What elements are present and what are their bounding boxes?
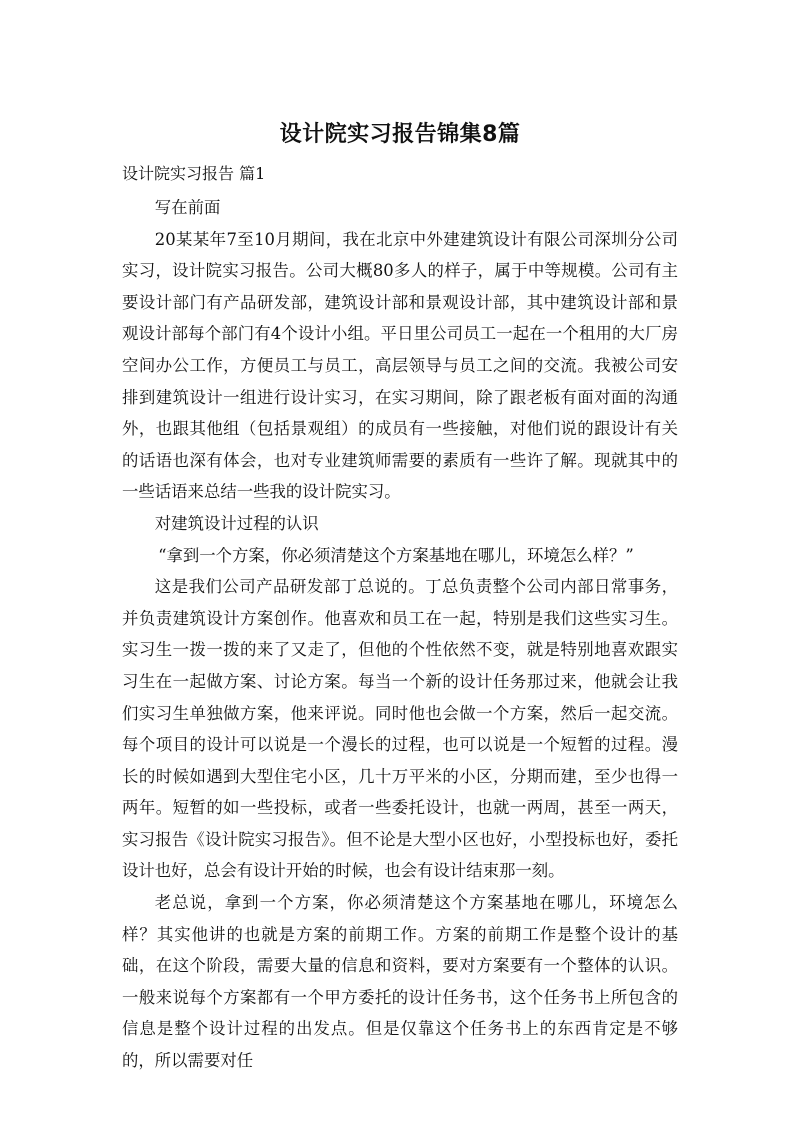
paragraph-body: 这是我们公司产品研发部丁总说的。丁总负责整个公司内部日常事务，并负责建筑设计方案创作。他喜欢和员工在一起，特别是我们这些实习生。实习生一拨一拨的来了又走了，但他的个性依然不变，就是特别地喜欢跟实习生在一起做方案、讨论方案。每当一个新的设计任务那过来，他就会让我们实习生单独做方案，他来评说。同时他也会做一个方案，然后一起交流。每个项目的设计可以说是一个漫长的过程，也可以说是一个短暂的过程。漫长的时候如遇到大型住宅小区，几十万平米的小区，分期而建，至少也得一两年。短暂的如一些投标，或者一些委托设计，也就一两周，甚至一两天，实习报告《设计院实习报告》。但不论是大型小区也好，小型投标也好，委托设计也好，总会有设计开始的时候，也会有设计结束那一刻。: [122, 577, 678, 881]
paragraph-quote: “拿到一个方案，你必须清楚这个方案基地在哪儿，环境怎么样？”: [158, 545, 634, 565]
document-title: 设计院实习报告锦集8篇: [279, 122, 521, 147]
paragraph-section-heading: 对建筑设计过程的认识: [154, 513, 319, 533]
section-heading: 设计院实习报告 篇1: [122, 164, 266, 183]
paragraph-intro: 20某某年7至10月期间，我在北京中外建建筑设计有限公司深圳分公司实习，设计院实习报告。公司大概80多人的样子，属于中等规模。公司有主要设计部门有产品研发部，建筑设计部和景观设计部，其中建筑设计部和景观设计部每个部门有4个设计小组。平日里公司员工一起在一个租用的大厂房空间办公工作，方便员工与员工，高层领导与员工之间的交流。我被公司安排到建筑设计一组进行设计实习，在实习期间，除了跟老板有面对面的沟通外，也跟其他组（包括景观组）的成员有一些接触，对他们说的跟设计有关的话语也深有体会，也对专业建筑师需要的素质有一些许了解。现就其中的一些话语来总结一些我的设计院实习。: [122, 229, 678, 502]
document-body: [122, 192, 678, 1077]
paragraph-preface-heading: 写在前面: [154, 198, 221, 217]
paragraph-body: 老总说，拿到一个方案，你必须清楚这个方案基地在哪儿，环境怎么样？其实他讲的也就是方案的前期工作。方案的前期工作是整个设计的基础，在这个阶段，需要大量的信息和资料，要对方案要有一个整体的认识。一般来说每个方案都有一个甲方委托的设计任务书，这个任务书上所包含的信息是整个设计过程的出发点。但是仅靠这个任务书上的东西肯定是不够的，所以需要对任: [122, 893, 678, 1071]
